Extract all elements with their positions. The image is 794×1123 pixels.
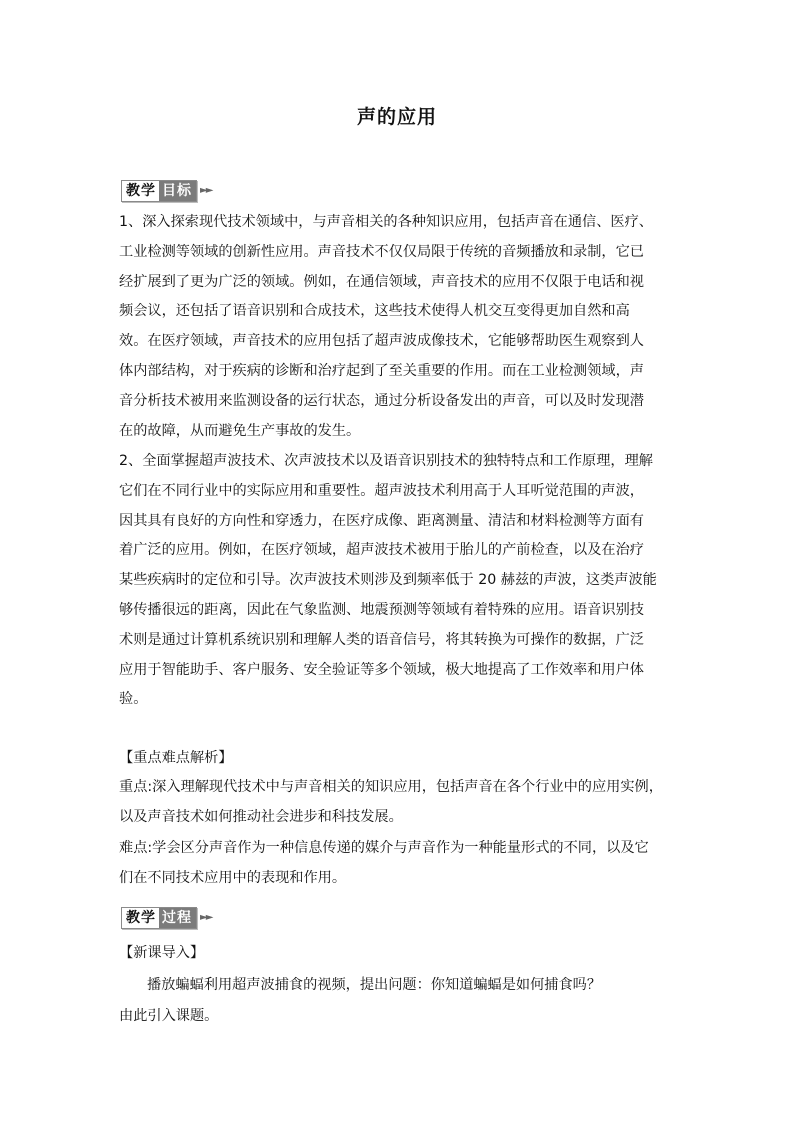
paragraph-line: 术则是通过计算机系统识别和理解人类的语音信号，将其转换为可操作的数据，广泛 xyxy=(119,631,644,648)
paragraph-line: 经扩展到了更为广泛的领域。例如，在通信领域，声音技术的应用不仅限于电话和视 xyxy=(119,273,644,290)
paragraph-line: 1、深入探索现代技术领域中，与声音相关的各种知识应用，包括声音在通信、医疗、 xyxy=(119,214,653,230)
paragraph-line: 重点:深入理解现代技术中与声音相关的知识应用，包括声音在各个行业中的应用实例， xyxy=(119,779,663,795)
paragraph-line: 频会议，还包括了语音识别和合成技术，这些技术使得人机交互变得更加自然和高 xyxy=(119,303,630,320)
teaching-objectives-tag xyxy=(121,179,211,203)
new-lesson-conclusion-line: 由此引入课题。 xyxy=(119,1008,219,1024)
key-points-heading: 【重点难点解析】 xyxy=(119,750,233,766)
tag-right-text: 目标 xyxy=(159,181,196,201)
teaching-objectives-tag-box xyxy=(121,180,197,202)
teaching-process-tag-box xyxy=(121,907,197,929)
paragraph-line: 它们在不同行业中的实际应用和重要性。超声波技术利用高于人耳听觉范围的声波， xyxy=(119,482,644,499)
paragraph-line: 音分析技术被用来监测设备的运行状态，通过分析设备发出的声音，可以及时发现潜 xyxy=(119,392,644,409)
paragraph-line: 体内部结构，对于疾病的诊断和治疗起到了至关重要的作用。而在工业检测领域，声 xyxy=(119,362,644,379)
paragraph-line: 够传播很远的距离，因此在气象监测、地震预测等领域有着特殊的应用。语音识别技 xyxy=(119,601,644,618)
paragraph-line: 2、全面掌握超声波技术、次声波技术以及语音识别技术的独特特点和工作原理，理解 xyxy=(119,453,653,469)
tag-right-text: 过程 xyxy=(159,908,196,928)
tag-left-text: 教学 xyxy=(122,908,159,928)
double-arrow-icon: ►► xyxy=(200,185,212,196)
key-point-paragraph xyxy=(119,773,689,833)
paragraph-line: 因其具有良好的方向性和穿透力，在医疗成像、距离测量、清洁和材料检测等方面有 xyxy=(119,512,644,529)
new-lesson-intro-line: 播放蝙蝠利用超声波捕食的视频，提出问题：你知道蝙蝠是如何捕食吗？ xyxy=(147,977,602,993)
paragraph-line: 难点:学会区分声音作为一种信息传递的媒介与声音作为一种能量形式的不同，以及它 xyxy=(119,840,649,856)
paragraph-line: 某些疾病时的定位和引导。次声波技术则涉及到频率低于 20 赫兹的声波，这类声波能 xyxy=(119,572,657,589)
paragraph-line: 效。在医疗领域，声音技术的应用包括了超声波成像技术，它能够帮助医生观察到人 xyxy=(119,333,644,350)
paragraph-line: 在的故障，从而避免生产事故的发生。 xyxy=(119,422,361,439)
paragraph-line: 着广泛的应用。例如，在医疗领域，超声波技术被用于胎儿的产前检查，以及在治疗 xyxy=(119,542,644,559)
double-arrow-icon: ►► xyxy=(200,912,212,923)
tag-left-text: 教学 xyxy=(122,181,159,201)
paragraph-line: 们在不同技术应用中的表现和作用。 xyxy=(119,869,347,886)
objective-1-paragraph xyxy=(119,208,679,446)
paragraph-line: 应用于智能助手、客户服务、安全验证等多个领域，极大地提高了工作效率和用户体 xyxy=(119,661,644,678)
document-title: 声的应用 xyxy=(356,106,437,128)
teaching-process-tag xyxy=(121,906,211,930)
objective-2-paragraph xyxy=(119,447,679,715)
new-lesson-heading: 【新课导入】 xyxy=(119,945,205,961)
difficulty-paragraph xyxy=(119,834,689,894)
paragraph-line: 以及声音技术如何推动社会进步和科技发展。 xyxy=(119,808,403,825)
paragraph-line: 验。 xyxy=(119,691,148,708)
paragraph-line: 工业检测等领域的创新性应用。声音技术不仅仅局限于传统的音频播放和录制，它已 xyxy=(119,243,644,260)
